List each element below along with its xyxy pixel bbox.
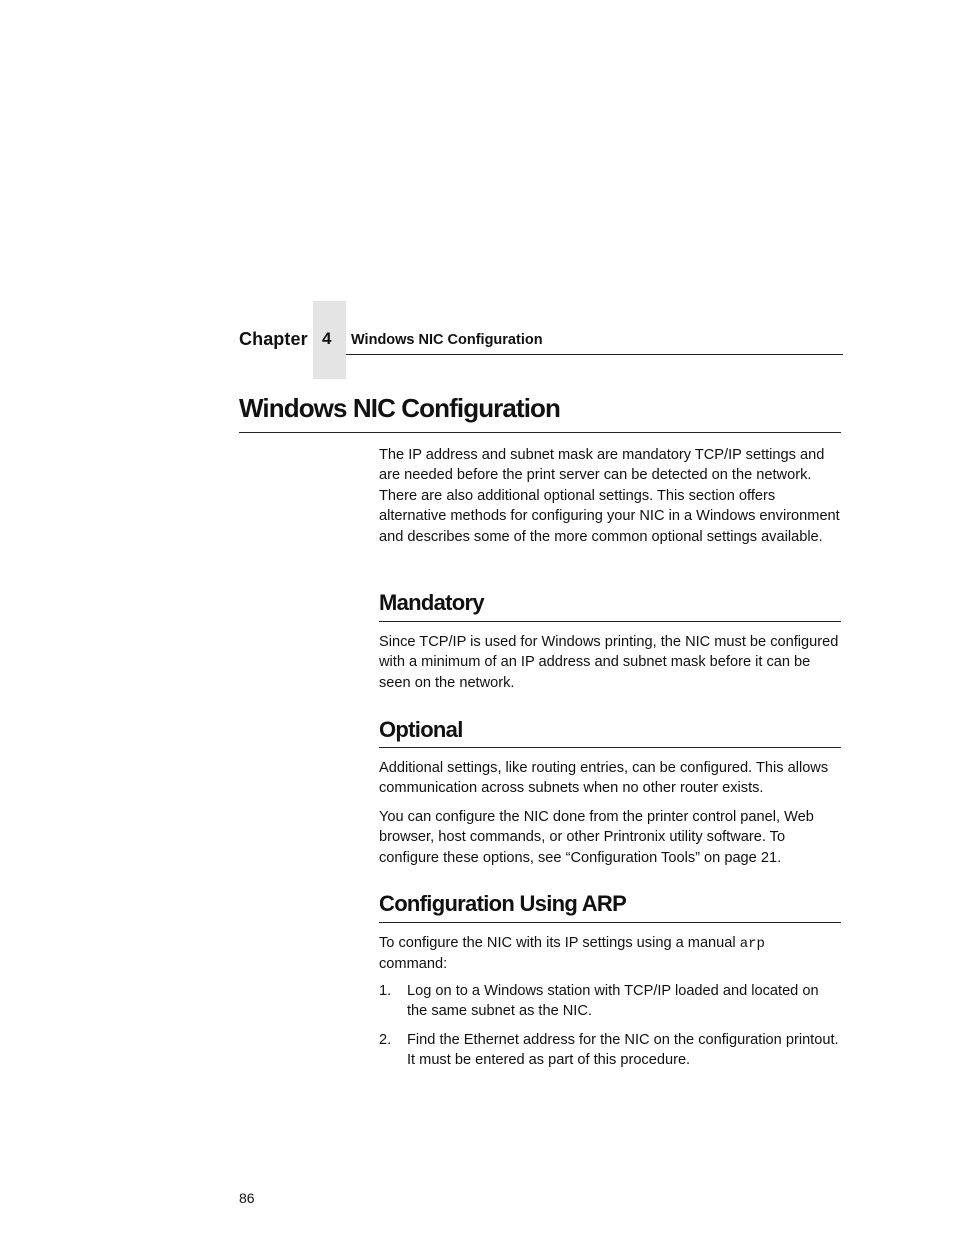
section-rule [379, 621, 841, 622]
list-item-text: Find the Ethernet address for the NIC on the configuration printout. It must be entered as part of this procedure. [407, 1032, 839, 1069]
arp-intro-text-end: command: [379, 956, 448, 973]
section-heading-arp: Configuration Using ARP [379, 891, 627, 916]
section-rule [379, 922, 841, 923]
header-rule [346, 354, 843, 355]
optional-paragraph-2: You can configure the NIC done from the printer control panel, Web browser, host commands, or other Printronix utility software. To configure these options, see “Configuration Tools” on page 21. [379, 809, 814, 866]
section-heading-mandatory: Mandatory [379, 590, 484, 615]
section-heading-optional: Optional [379, 717, 463, 742]
intro-paragraph: The IP address and subnet mask are mandatory TCP/IP settings and are needed before the print server can be detected on the network. There are also additional optional settings. This section offers alternative methods for configuring your NIC in a Windows environment and describes some of the more common optional settings available. [379, 447, 840, 545]
arp-intro-paragraph [379, 933, 841, 975]
arp-intro-text: To configure the NIC with its IP settings using a manual [379, 935, 740, 951]
optional-paragraph-1: Additional settings, like routing entries, can be configured. This allows communication across subnets when no other router exists. [379, 760, 829, 797]
section-rule [379, 747, 841, 748]
title-rule [239, 432, 841, 433]
chapter-label: Chapter [239, 329, 308, 349]
list-item-text: Log on to a Windows station with TCP/IP loaded and located on the same subnet as the NIC. [407, 983, 819, 1020]
list-item-number: 1. [379, 983, 392, 999]
list-item-number: 2. [379, 1032, 392, 1048]
page-number: 86 [239, 1190, 255, 1206]
running-header-title: Windows NIC Configuration [351, 332, 543, 348]
mandatory-paragraph: Since TCP/IP is used for Windows printing, the NIC must be configured with a minimum of an IP address and subnet mask before it can be seen on the network. [379, 634, 839, 691]
arp-command-code: arp [739, 936, 765, 952]
page-title: Windows NIC Configuration [239, 393, 560, 423]
chapter-number: 4 [322, 329, 332, 348]
